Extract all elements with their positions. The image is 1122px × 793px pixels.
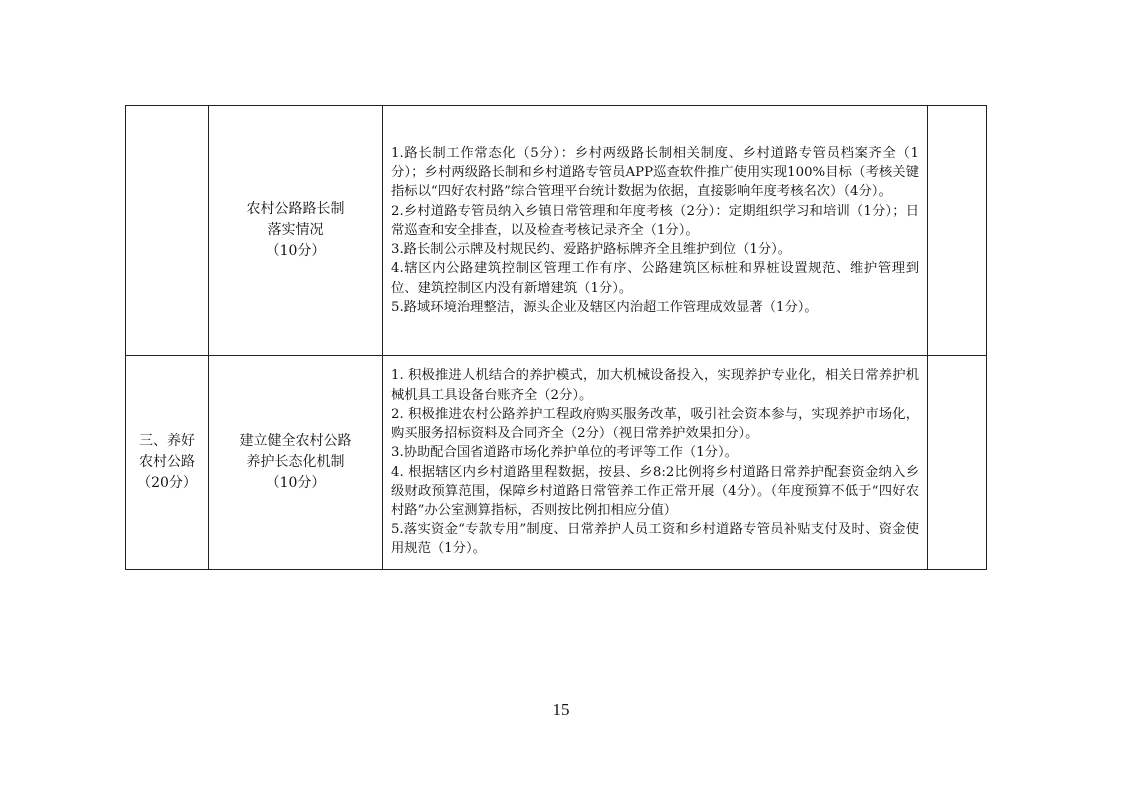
- item-cell: [209, 106, 383, 356]
- page-number: 15: [552, 700, 570, 719]
- item-line: 建立健全农村公路: [239, 433, 352, 449]
- item-line: 养护长态化机制: [246, 454, 345, 470]
- criteria-item: 3.协助配合国省道路市场化养护单位的考评等工作（1分）。: [391, 445, 738, 461]
- score-cell: [928, 356, 987, 570]
- table-row: [126, 356, 987, 570]
- criteria-item: 1.路长制工作常态化（5分）：乡村两级路长制相关制度、乡村道路专管员档案齐全（1分）；乡村两级路长制和乡村道路专管员APP巡查软件推广使用实现100%目标（考核关键指标以“四好农村路”综合管理平台统计数据为依据，直接影响年度考核名次）（4分）。: [391, 146, 919, 200]
- criteria-item: 2. 积极推进农村公路养护工程政府购买服务改革，吸引社会资本参与，实现养护市场化，购买服务招标资料及合同齐全（2分）（视日常养护效果扣分）。: [391, 406, 919, 442]
- item-cell: [209, 356, 383, 570]
- item-line: 农村公路路长制: [246, 201, 345, 217]
- category-line: 三、养好: [139, 433, 195, 449]
- criteria-item: 4. 根据辖区内乡村道路里程数据，按县、乡8:2比例将乡村道路日常养护配套资金纳入乡级财政预算范围，保障乡村道路日常管养工作正常开展（4分）。（年度预算不低于“四好农村路”办公室测算指标，否则按比例扣相应分值）: [391, 464, 919, 518]
- criteria-cell: [383, 106, 928, 356]
- criteria-item: 5.落实资金“专款专用”制度、日常养护人员工资和乡村道路专管员补贴支付及时、资金使用规范（1分）。: [391, 522, 919, 557]
- item-line: （10分）: [265, 475, 326, 491]
- category-line: 农村公路: [139, 454, 195, 470]
- criteria-item: 5.路域环境治理整洁，源头企业及辖区内治超工作管理成效显著（1分）。: [391, 299, 818, 315]
- criteria-cell: [383, 356, 928, 570]
- assessment-table: [125, 105, 987, 570]
- criteria-item: 3.路长制公示牌及村规民约、爱路护路标牌齐全且维护到位（1分）。: [391, 242, 792, 258]
- criteria-item: 2.乡村道路专管员纳入乡镇日常管理和年度考核（2分）：定期组织学习和培训（1分）；日常巡查和安全排查，以及检查考核记录齐全（1分）。: [391, 203, 919, 238]
- category-line: （20分）: [137, 475, 197, 491]
- score-cell: [928, 106, 987, 356]
- criteria-item: 1. 积极推进人机结合的养护模式，加大机械设备投入，实现养护专业化，相关日常养护机械机具工具设备台账齐全（2分）。: [391, 368, 919, 403]
- category-cell: [126, 356, 209, 570]
- item-line: （10分）: [265, 243, 326, 259]
- criteria-item: 4.辖区内公路建筑控制区管理工作有序、公路建筑区标桩和界桩设置规范、维护管理到位、建筑控制区内没有新增建筑（1分）。: [391, 261, 919, 296]
- category-cell: [126, 106, 209, 356]
- item-line: 落实情况: [267, 222, 324, 238]
- table-row: [126, 106, 987, 356]
